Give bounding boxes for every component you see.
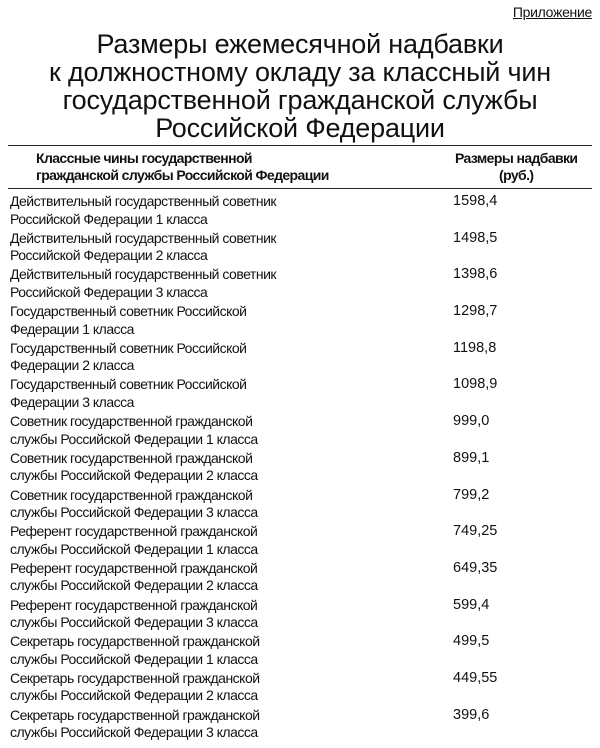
- rank-name-line: службы Российской Федерации 1 класса: [10, 430, 258, 447]
- allowance-amount: 799,2: [453, 486, 490, 503]
- rank-name-line: службы Российской Федерации 1 класса: [10, 650, 258, 667]
- table-row: [10, 487, 590, 524]
- table-row: [10, 413, 590, 450]
- rank-name-line: Секретарь государственной гражданской: [10, 633, 260, 650]
- column-header-rank: [36, 150, 329, 184]
- title-line: к должностному окладу за классный чин: [49, 57, 551, 87]
- table-body: [10, 193, 590, 743]
- header-line: Классные чины государственной: [36, 150, 252, 166]
- allowance-amount: 1498,5: [453, 229, 498, 246]
- rank-name: [10, 193, 340, 228]
- allowance-amount: 449,55: [453, 669, 498, 686]
- allowance-amount: 499,5: [453, 633, 490, 650]
- rank-name-line: Советник государственной гражданской: [10, 449, 253, 466]
- table-row: [10, 597, 590, 634]
- rank-name-line: службы Российской Федерации 2 класса: [10, 687, 258, 704]
- rank-name: [10, 303, 340, 338]
- allowance-amount: 749,25: [453, 523, 498, 540]
- rank-name: [10, 413, 340, 448]
- allowance-amount: 1398,6: [453, 266, 498, 283]
- allowance-amount: 899,1: [453, 449, 490, 466]
- allowance-amount: 1198,8: [453, 339, 497, 356]
- header-line: Размеры надбавки: [455, 150, 578, 166]
- rank-name-line: Действительный государственный советник: [10, 266, 277, 283]
- rank-name-line: службы Российской Федерации 2 класса: [10, 467, 258, 484]
- header-line: гражданской службы Российской Федерации: [36, 167, 329, 183]
- rank-name: [10, 597, 340, 632]
- table-row: [10, 707, 590, 744]
- title-line: Размеры ежемесячной надбавки: [96, 29, 504, 59]
- rank-name-line: Государственный советник Российской: [10, 376, 247, 393]
- allowance-amount: 399,6: [453, 706, 490, 723]
- rank-name: [10, 376, 340, 411]
- allowance-amount: 1598,4: [453, 193, 498, 209]
- table-row: [10, 560, 590, 597]
- rank-name: [10, 523, 340, 558]
- rank-name: [10, 450, 340, 485]
- rank-name: [10, 560, 340, 595]
- rank-name-line: Государственный советник Российской: [10, 339, 247, 356]
- table-row: [10, 230, 590, 267]
- rank-name-line: Федерации 2 класса: [10, 357, 134, 374]
- rank-name: [10, 633, 340, 668]
- table-row: [10, 266, 590, 303]
- allowance-amount: 1098,9: [453, 376, 498, 393]
- table-row: [10, 670, 590, 707]
- header-line: (руб.): [499, 167, 534, 183]
- table-row: [10, 193, 590, 230]
- rank-name-line: Референт государственной гражданской: [10, 559, 258, 576]
- allowance-amount: 599,4: [453, 596, 490, 613]
- rank-name-line: Федерации 1 класса: [10, 320, 134, 337]
- table-top-rule: [8, 145, 592, 146]
- table-row: [10, 450, 590, 487]
- allowance-amount: 649,35: [453, 559, 498, 576]
- rank-name-line: службы Российской Федерации 3 класса: [10, 504, 258, 520]
- table-row: [10, 340, 590, 377]
- rank-name-line: Государственный советник Российской: [10, 303, 247, 320]
- rank-name-line: Действительный государственный советник: [10, 193, 277, 209]
- allowance-amount: 1298,7: [453, 303, 498, 320]
- rank-name-line: Российской Федерации 3 класса: [10, 283, 208, 300]
- table-row: [10, 376, 590, 413]
- rank-name: [10, 707, 340, 742]
- title-line: Российской Федерации: [155, 113, 445, 143]
- rank-name-line: службы Российской Федерации 2 класса: [10, 577, 258, 594]
- rank-name-line: Российской Федерации 1 класса: [10, 210, 208, 227]
- rank-name: [10, 487, 340, 522]
- table-row: [10, 303, 590, 340]
- rank-name-line: Секретарь государственной гражданской: [10, 706, 260, 723]
- rank-name: [10, 340, 340, 375]
- rank-name-line: Федерации 3 класса: [10, 393, 134, 410]
- rank-name: [10, 266, 340, 301]
- rank-name-line: Советник государственной гражданской: [10, 413, 253, 430]
- document-title: [0, 30, 600, 142]
- rank-name-line: службы Российской Федерации 3 класса: [10, 724, 258, 741]
- title-line: государственной гражданской службы: [62, 85, 538, 115]
- rank-name-line: Референт государственной гражданской: [10, 596, 258, 613]
- rank-name-line: службы Российской Федерации 1 класса: [10, 540, 258, 557]
- rank-name-line: Секретарь государственной гражданской: [10, 669, 260, 686]
- rank-name-line: Советник государственной гражданской: [10, 486, 253, 503]
- rank-name-line: Референт государственной гражданской: [10, 523, 258, 540]
- rank-name: [10, 230, 340, 265]
- rank-name-line: службы Российской Федерации 3 класса: [10, 614, 258, 631]
- rank-name: [10, 670, 340, 705]
- rank-name-line: Российской Федерации 2 класса: [10, 247, 208, 264]
- header-bottom-rule: [8, 188, 592, 189]
- table-row: [10, 523, 590, 560]
- column-header-amount: [455, 150, 577, 184]
- appendix-label: Приложение: [512, 4, 592, 20]
- rank-name-line: Действительный государственный советник: [10, 229, 277, 246]
- allowance-amount: 999,0: [453, 413, 490, 430]
- table-row: [10, 633, 590, 670]
